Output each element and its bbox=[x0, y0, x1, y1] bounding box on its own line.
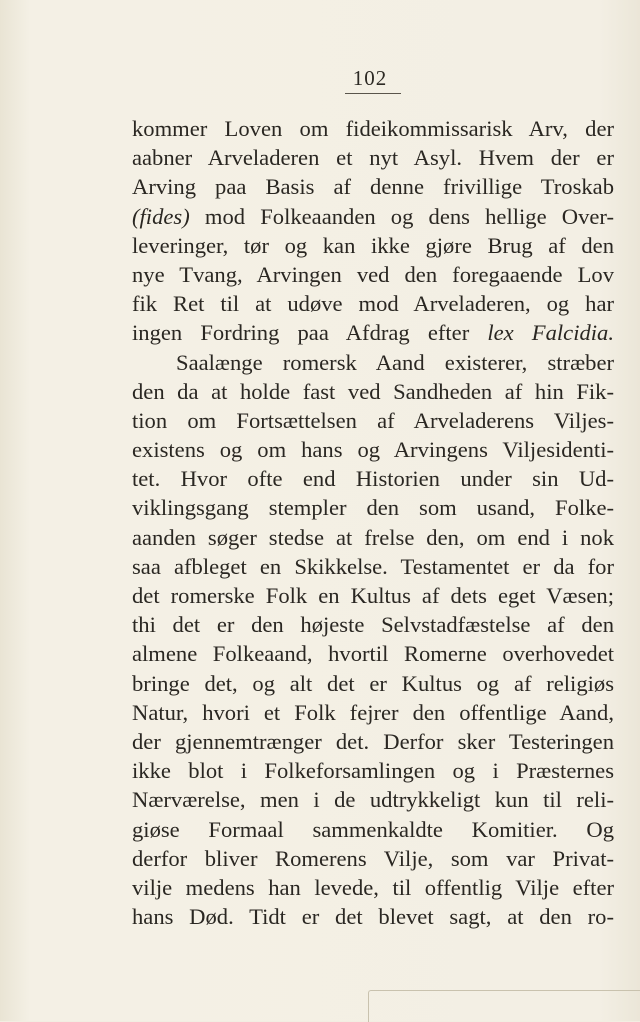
text-line: leveringer, tør og kan ikke gjøre Brug af den bbox=[132, 232, 614, 258]
text-line: almene Folkeaand, hvortil Romerne overhovedet bbox=[132, 641, 614, 667]
page-corner-mark bbox=[368, 990, 640, 1022]
text-line: aanden søger stedse at frelse den, om end i nok bbox=[132, 524, 614, 550]
text-line: fik Ret til at udøve mod Arveladeren, og har bbox=[132, 291, 614, 317]
text-line: Nærværelse, men i de udtrykkeligt kun til reli- bbox=[132, 787, 614, 813]
text-line: bringe det, og alt det er Kultus og af religiøs bbox=[132, 670, 614, 696]
text-line: viklingsgang stempler den som usand, Folke- bbox=[132, 495, 614, 521]
text-line: tet. Hvor ofte end Historien under sin Ud- bbox=[132, 466, 614, 492]
text-line: Natur, hvori et Folk fejrer den offentlige Aand, bbox=[132, 699, 614, 725]
text-line: den da at holde fast ved Sandheden af hin Fik- bbox=[132, 378, 614, 404]
text-line: thi det er den højeste Selvstadfæstelse af den bbox=[132, 612, 614, 638]
text-line: ikke blot i Folkeforsamlingen og i Præsternes bbox=[132, 758, 614, 784]
text-line: det romerske Folk en Kultus af dets eget Væsen; bbox=[132, 583, 614, 608]
italic-lex-falcidia: lex Falcidia. bbox=[487, 320, 614, 346]
text-line-with-italic bbox=[132, 318, 614, 347]
body-text bbox=[132, 114, 614, 931]
text-line: der gjennemtrænger det. Derfor sker Testeringen bbox=[132, 728, 614, 754]
page-number-rule bbox=[345, 93, 401, 94]
text-line: vilje medens han levede, til offentlig Vilje efter bbox=[132, 874, 614, 900]
text-line-rest: mod Folkeaanden og dens hellige Over- bbox=[204, 203, 614, 229]
text-line: nye Tvang, Arvingen ved den foregaaende Lov bbox=[132, 261, 614, 287]
text-line: saa afbleget en Skikkelse. Testamentet er da for bbox=[132, 553, 614, 579]
text-line-paragraph-start: Saalænge romersk Aand existerer, stræber bbox=[176, 349, 614, 375]
text-line: tion om Fortsættelsen af Arveladerens Viljes- bbox=[132, 407, 614, 433]
text-line: existens og om hans og Arvingens Viljesidenti- bbox=[132, 437, 614, 463]
text-line: giøse Formaal sammenkaldte Komitier. Og bbox=[132, 816, 614, 842]
page-number: 102 bbox=[352, 66, 388, 90]
italic-fides: (fides) bbox=[132, 203, 190, 229]
text-line: derfor bliver Romerens Vilje, som var Privat- bbox=[132, 845, 614, 871]
text-line: kommer Loven om fideikommissarisk Arv, der bbox=[132, 116, 614, 141]
text-line-start: ingen Fordring paa Afdrag efter bbox=[132, 320, 470, 346]
text-line-with-italic bbox=[132, 202, 614, 231]
text-line: hans Død. Tidt er det blevet sagt, at den ro- bbox=[132, 904, 614, 930]
text-line: aabner Arveladeren et nyt Asyl. Hvem der er bbox=[132, 145, 614, 171]
text-line: Arving paa Basis af denne frivillige Troskab bbox=[132, 174, 614, 200]
